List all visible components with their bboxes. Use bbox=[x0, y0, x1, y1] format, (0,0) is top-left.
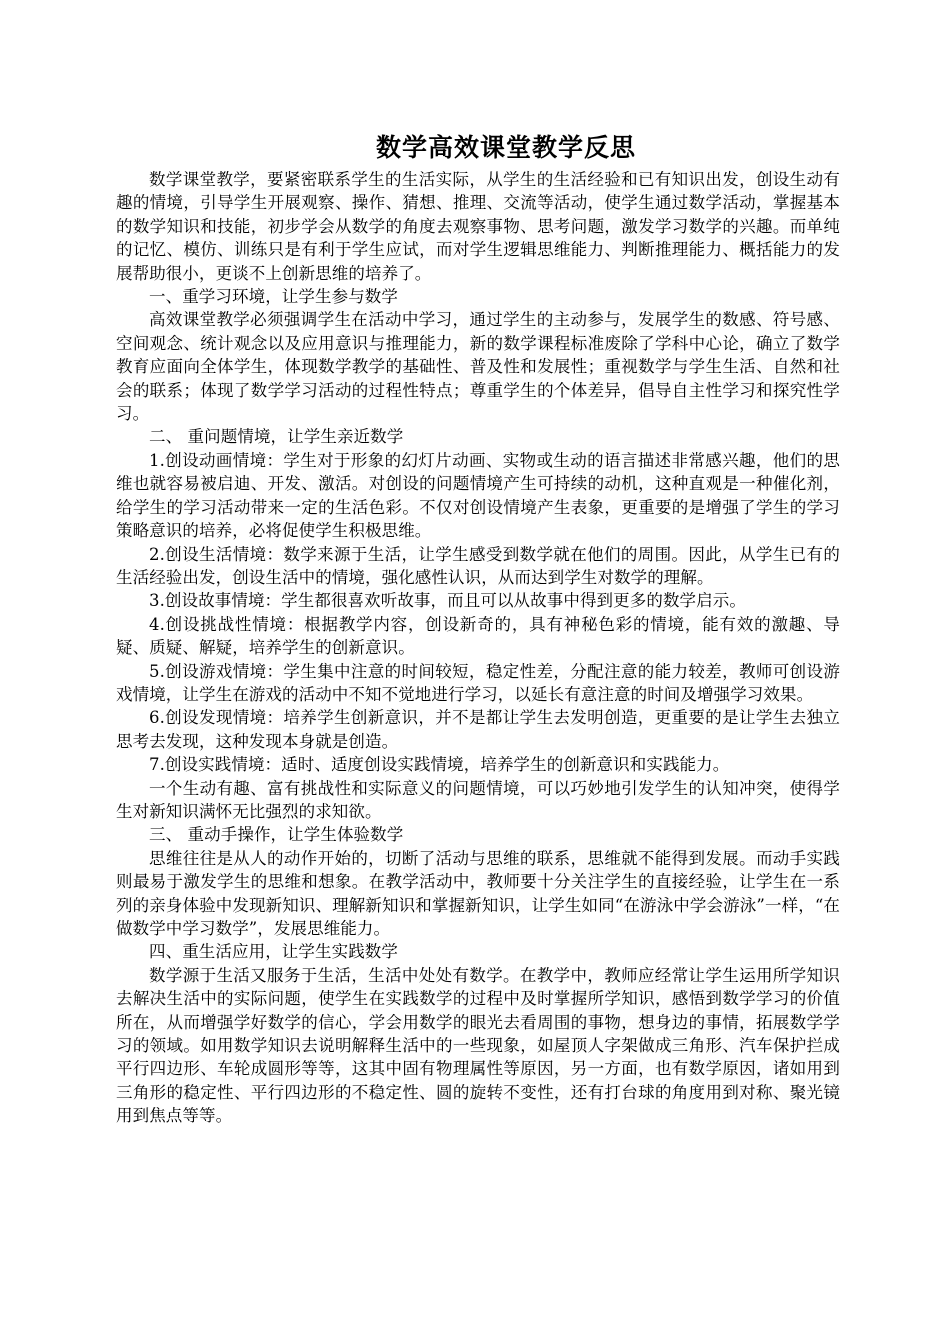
body-paragraph: 1.创设动画情境：学生对于形象的幻灯片动画、实物或生动的语言描述非常感兴趣，他们的思维也就容易被启迪、开发、激活。对创设的问题情境产生可持续的动机，这种直观是一种催化剂，给学生的学习活动带来一定的生活色彩。不仅对创设情境产生表象，更重要的是增强了学生的学习策略意识的培养，必将促使学生积极思维。 bbox=[116, 450, 840, 541]
body-paragraph: 高效课堂教学必须强调学生在活动中学习，通过学生的主动参与，发展学生的数感、符号感、空间观念、统计观念以及应用意识与推理能力，新的数学课程标准废除了学科中心论，确立了数学教育应面向全体学生，体现数学教学的基础性、普及性和发展性；重视数学与学生生活、自然和社会的联系；体现了数学学习活动的过程性特点；尊重学生的个体差异，倡导自主性学习和探究性学习。 bbox=[116, 310, 840, 424]
section-heading: 一、重学习环境，让学生参与数学 bbox=[149, 287, 398, 307]
body-paragraph: 数学课堂教学，要紧密联系学生的生活实际，从学生的生活经验和已有知识出发，创设生动有趣的情境，引导学生开展观察、操作、猜想、推理、交流等活动，使学生通过数学活动，掌握基本的数学知识和技能，初步学会从数学的角度去观察事物、思考问题，激发学习数学的兴趣。而单纯的记忆、模仿、训练只是有利于学生应试，而对学生逻辑思维能力、判断推理能力、概括能力的发展帮助很小，更谈不上创新思维的培养了。 bbox=[116, 170, 840, 283]
body-paragraph: 4.创设挑战性情境：根据教学内容，创设新奇的，具有神秘色彩的情境，能有效的激趣、导疑、质疑、解疑，培养学生的创新意识。 bbox=[116, 614, 840, 658]
body-paragraph: 6.创设发现情境：培养学生创新意识，并不是都让学生去发明创造，更重要的是让学生去独立思考去发现，这种发现本身就是创造。 bbox=[116, 708, 840, 751]
body-paragraph: 7.创设实践情境：适时、适度创设实践情境，培养学生的创新意识和实践能力。 bbox=[149, 755, 730, 775]
section-heading: 二、 重问题情境，让学生亲近数学 bbox=[149, 427, 404, 447]
body-paragraph: 2.创设生活情境：数学来源于生活，让学生感受到数学就在他们的周围。因此，从学生已有的生活经验出发，创设生活中的情境，强化感性认识，从而达到学生对数学的理解。 bbox=[116, 544, 840, 587]
document-title: 数学高效课堂教学反思 bbox=[375, 133, 636, 162]
body-paragraph: 数学源于生活又服务于生活，生活中处处有数学。在教学中，教师应经常让学生运用所学知识去解决生活中的实际问题，使学生在实践数学的过程中及时掌握所学知识，感悟到数学学习的价值所在，从而增强学好数学的信心，学会用数学的眼光去看周围的事物，想身边的事情，拓展数学学习的领域。如用数学知识去说明解释生活中的一些现象，如屋顶人字架做成三角形、汽车保护拦成平行四边形、车轮成圆形等等，这其中固有物理属性等原因，另一方面，也有数学原因，诸如用到三角形的稳定性、平行四边形的不稳定性、圆的旋转不变性，还有打台球的角度用到对称、聚光镜用到焦点等等。 bbox=[116, 965, 840, 1126]
body-paragraph: 3.创设故事情境：学生都很喜欢听故事，而且可以从故事中得到更多的数学启示。 bbox=[149, 591, 746, 611]
section-heading: 四、重生活应用，让学生实践数学 bbox=[149, 942, 398, 962]
body-paragraph: 一个生动有趣、富有挑战性和实际意义的问题情境，可以巧妙地引发学生的认知冲突，使得学生对新知识满怀无比强烈的求知欲。 bbox=[116, 778, 840, 821]
body-paragraph: 思维往往是从人的动作开始的，切断了活动与思维的联系，思维就不能得到发展。而动手实践则最易于激发学生的思维和想象。在教学活动中，教师要十分关注学生的直接经验，让学生在一系列的亲身体验中发现新知识、理解新知识和掌握新知识，让学生如同“在游泳中学会游泳”一样，“在做数学中学习数学”，发展思维能力。 bbox=[116, 848, 840, 938]
document-body bbox=[116, 168, 840, 1128]
section-heading: 三、 重动手操作，让学生体验数学 bbox=[149, 825, 404, 845]
document-page bbox=[116, 128, 840, 1128]
body-paragraph: 5.创设游戏情境：学生集中注意的时间较短，稳定性差，分配注意的能力较差，教师可创设游戏情境，让学生在游戏的活动中不知不觉地进行学习，以延长有意注意的时间及增强学习效果。 bbox=[116, 661, 840, 704]
